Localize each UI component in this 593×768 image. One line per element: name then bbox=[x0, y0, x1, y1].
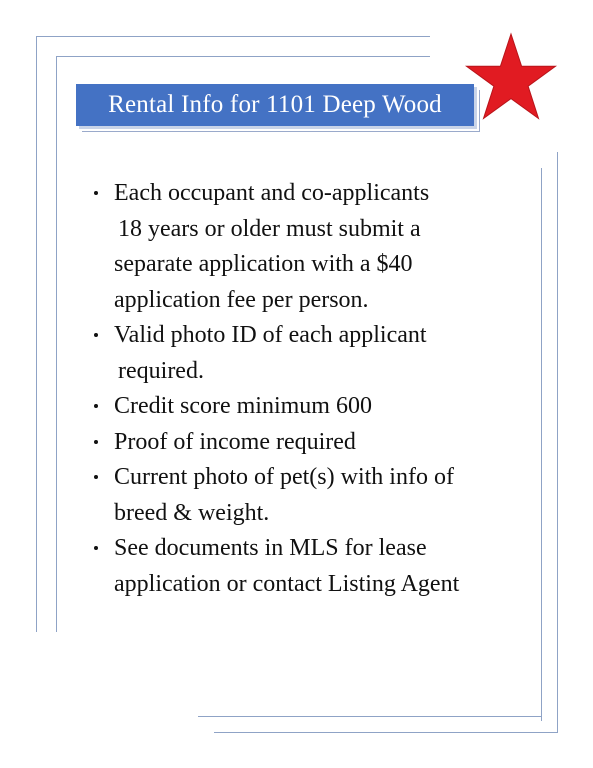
requirement-line: breed & weight. bbox=[114, 499, 270, 526]
frame-left-inner-line bbox=[56, 56, 57, 632]
frame-bottom-line bbox=[198, 716, 542, 717]
bullet-icon bbox=[94, 440, 98, 444]
frame-right-outer-line bbox=[557, 152, 558, 732]
requirement-line: Each occupant and co-applicants bbox=[114, 180, 430, 206]
frame-top-inner-line bbox=[56, 56, 430, 57]
requirement-line: application or contact Listing Agent bbox=[114, 570, 460, 597]
requirement-line: Proof of income required bbox=[114, 428, 356, 455]
requirement-line: 18 years or older must submit a bbox=[118, 215, 421, 242]
bullet-icon bbox=[94, 404, 98, 408]
bullet-icon bbox=[94, 475, 98, 479]
requirement-line: See documents in MLS for lease bbox=[114, 535, 427, 561]
list-item bbox=[90, 318, 530, 389]
requirement-line: separate application with a $40 bbox=[114, 251, 413, 277]
bullet-icon bbox=[94, 333, 98, 337]
requirements-list bbox=[90, 176, 530, 602]
list-item bbox=[90, 531, 530, 602]
list-item bbox=[90, 460, 530, 531]
page-title: Rental Info for 1101 Deep Wood bbox=[108, 91, 442, 118]
requirement-line: Current photo of pet(s) with info of bbox=[114, 464, 454, 490]
list-item bbox=[90, 176, 530, 318]
star-icon bbox=[464, 32, 558, 122]
frame-top-line bbox=[36, 36, 430, 37]
list-item bbox=[90, 425, 530, 461]
title-banner bbox=[76, 84, 474, 126]
frame-right-line bbox=[541, 168, 542, 721]
requirement-line: Valid photo ID of each applicant bbox=[114, 322, 427, 348]
bullet-icon bbox=[94, 191, 98, 195]
frame-left-line bbox=[36, 36, 37, 632]
list-item bbox=[90, 389, 530, 425]
requirement-line: application fee per person. bbox=[114, 286, 369, 313]
frame-bottom-outer-line bbox=[214, 732, 558, 733]
bullet-icon bbox=[94, 546, 98, 550]
requirement-line: required. bbox=[118, 357, 204, 384]
requirement-line: Credit score minimum 600 bbox=[114, 393, 372, 419]
